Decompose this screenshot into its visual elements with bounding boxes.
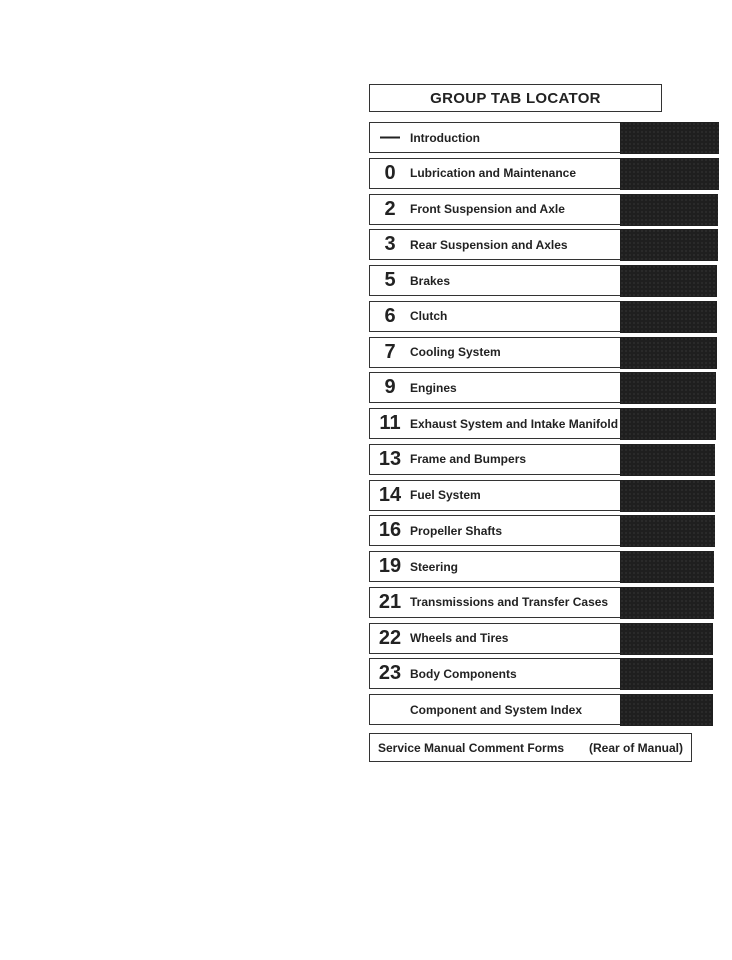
black-tab-marker [620,194,718,226]
comment-forms-location: (Rear of Manual) [588,740,683,755]
group-tab-box [369,372,620,403]
group-tab-row[interactable] [369,194,718,225]
black-tab-marker [620,694,713,726]
group-label: Exhaust System and Intake Manifold [410,416,619,431]
group-number: 6 [384,304,396,327]
group-tab-row[interactable] [369,480,715,511]
group-label: Front Suspension and Axle [410,202,565,216]
group-number: 2 [384,197,396,220]
group-label: Rear Suspension and Axles [410,237,568,252]
group-label: Fuel System [410,488,481,502]
group-tab-row[interactable] [369,229,718,260]
group-tab-box [369,158,620,189]
group-number: 14 [378,483,402,506]
group-tab-row[interactable] [369,158,719,189]
group-tab-box [369,408,620,439]
group-label: Transmissions and Transfer Cases [410,595,609,610]
group-label: Clutch [410,309,448,324]
group-number: — [380,126,400,148]
group-number: 21 [378,590,402,613]
group-label: Cooling System [410,345,501,359]
group-number: 9 [384,376,396,399]
group-tab-row[interactable] [369,444,715,475]
group-number: 19 [378,555,402,577]
group-number: 0 [384,161,396,184]
black-tab-marker [620,587,714,619]
black-tab-marker [620,122,719,154]
group-tab-box [369,623,620,654]
group-tab-box [369,337,620,368]
black-tab-marker [620,444,715,476]
group-tab-row[interactable] [369,122,719,153]
black-tab-marker [620,551,714,583]
group-label: Wheels and Tires [410,631,509,645]
group-number: 3 [384,233,396,256]
group-label: Engines [410,380,457,395]
group-number: 16 [378,519,402,542]
black-tab-marker [620,337,717,369]
comment-forms-box [369,733,692,762]
group-label: Component and System Index [410,702,583,717]
black-tab-marker [620,265,717,297]
group-label: Propeller Shafts [410,523,503,538]
group-tab-row[interactable] [369,408,716,439]
group-label: Brakes [410,273,451,288]
group-tab-box [369,265,620,296]
group-tab-row[interactable] [369,623,713,654]
group-tab-box [369,515,620,546]
black-tab-marker [620,515,715,547]
group-tab-box [369,301,620,332]
group-tab-box [369,194,620,225]
black-tab-marker [620,623,713,655]
group-label: Steering [410,559,459,574]
group-number: 23 [378,662,402,685]
group-tab-row[interactable] [369,301,717,332]
group-tab-row[interactable] [369,551,714,582]
group-tab-box [369,551,620,582]
group-tab-box [369,587,620,618]
group-tab-row[interactable] [369,265,717,296]
group-tab-box [369,122,620,153]
group-number: 11 [379,412,401,434]
group-label: Introduction [410,130,480,145]
group-tab-box [369,658,620,689]
group-label: Lubrication and Maintenance [410,166,577,181]
group-tab-box [369,229,620,260]
group-tab-row[interactable] [369,694,713,725]
black-tab-marker [620,372,716,404]
group-tab-row[interactable] [369,515,715,546]
group-tab-box [369,694,620,725]
group-number: 7 [384,340,396,363]
black-tab-marker [620,158,719,190]
group-tab-box [369,480,620,511]
group-tab-row[interactable] [369,587,714,618]
black-tab-marker [620,408,716,440]
black-tab-marker [620,301,717,333]
black-tab-marker [620,658,713,690]
black-tab-marker [620,480,715,512]
page-title: GROUP TAB LOCATOR [369,84,662,112]
group-tab-row[interactable] [369,372,716,403]
group-label: Body Components [410,666,517,681]
group-tab-row[interactable] [369,337,717,368]
black-tab-marker [620,229,718,261]
group-tab-box [369,444,620,475]
group-tab-row[interactable] [369,658,713,689]
group-label: Frame and Bumpers [410,452,527,467]
group-number: 5 [384,269,396,291]
group-number: 13 [378,447,402,470]
group-number: 22 [378,626,402,649]
comment-forms-label: Service Manual Comment Forms [378,740,565,755]
